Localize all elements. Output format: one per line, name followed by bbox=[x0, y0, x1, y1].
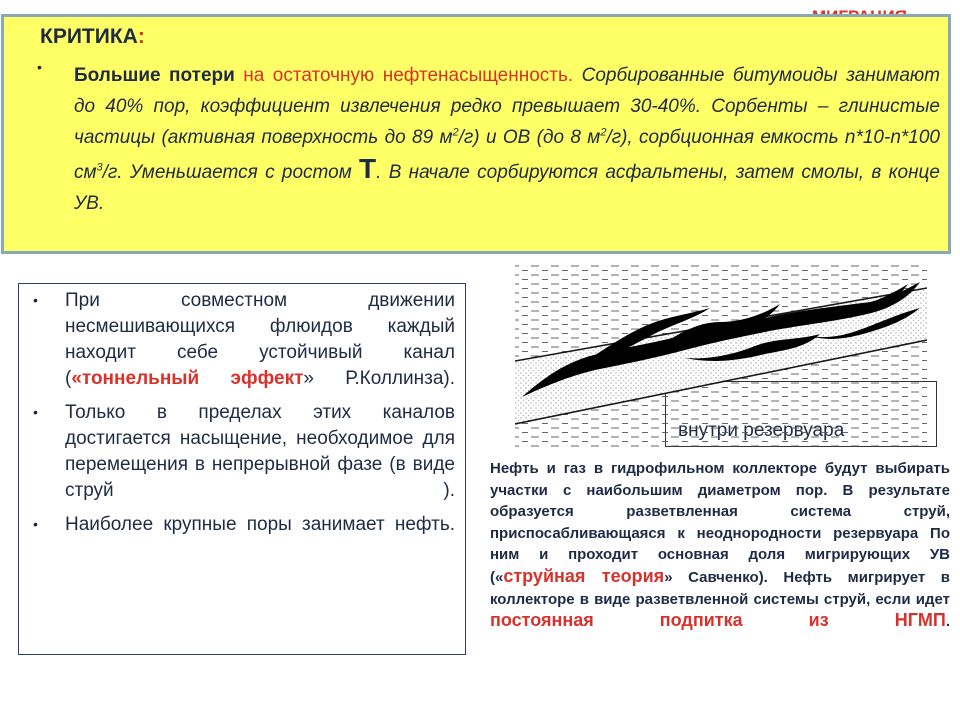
critique-lead-highlight: на остаточную нефтенасыщенность. bbox=[243, 65, 574, 86]
bullet-icon: • bbox=[33, 516, 38, 532]
reservoir-stream-diagram bbox=[510, 262, 950, 452]
critique-heading bbox=[40, 25, 145, 49]
critique-body: Сорбированные битумоиды занимают до 40% пор, коэффициент извлечения редко превышает 30-40%. Сорбенты – глинистые частицы (активная поверхность до 89 $м^2/г$) и ОВ (до 8 $м^2/г$), сорбционная емкость n*10-n*100 $см^3/г$. Уменьшается с ростом Т. В начале сорбируются асфальтены, затем смолы, в конце УВ. bbox=[74, 65, 941, 214]
critique-lead: Большие потери bbox=[74, 65, 235, 86]
tunnel-effect-panel bbox=[18, 283, 466, 655]
constant-supply-term: постоянная подпитка из НГМП bbox=[490, 610, 946, 631]
bullet-list bbox=[29, 288, 455, 546]
bullet-icon: • bbox=[33, 292, 38, 308]
stream-theory-term: струйная теория bbox=[503, 565, 665, 586]
critique-panel bbox=[1, 14, 951, 254]
bullet-icon: • bbox=[37, 59, 42, 75]
bullet-icon: • bbox=[33, 404, 38, 420]
critique-title: КРИТИКА bbox=[40, 25, 138, 48]
stream-theory-paragraph: Нефть и газ в гидрофильном коллекторе будут выбирать участки с наибольшим диаметром пор. В результате образуется разветвленная система струй, приспосабливающаяся к неоднородности резервуара По ним и проходит основная доля мигрирующих УВ («струйная теория» Савченко). Нефть мигрирует в коллекторе в виде разветвленной системы струй, если идет постоянная подпитка из НГМП. bbox=[490, 460, 950, 631]
temperature-symbol: Т bbox=[359, 153, 377, 184]
critique-paragraph bbox=[74, 60, 940, 219]
critique-colon: : bbox=[137, 25, 145, 48]
tunnel-effect-term: «тоннельный эффект bbox=[71, 368, 304, 389]
list-item: • Наиболее крупные поры занимает нефть. bbox=[29, 512, 455, 538]
list-item: • При совместном движении несмешивающихся флюидов каждый находит себе устойчивый канал («тоннельный эффект» Р.Коллинза). bbox=[29, 288, 455, 392]
list-item: • Только в пределах этих каналов достигается насыщение, необходимое для перемещения в непрерывной фазе (в виде струй ). bbox=[29, 400, 455, 504]
